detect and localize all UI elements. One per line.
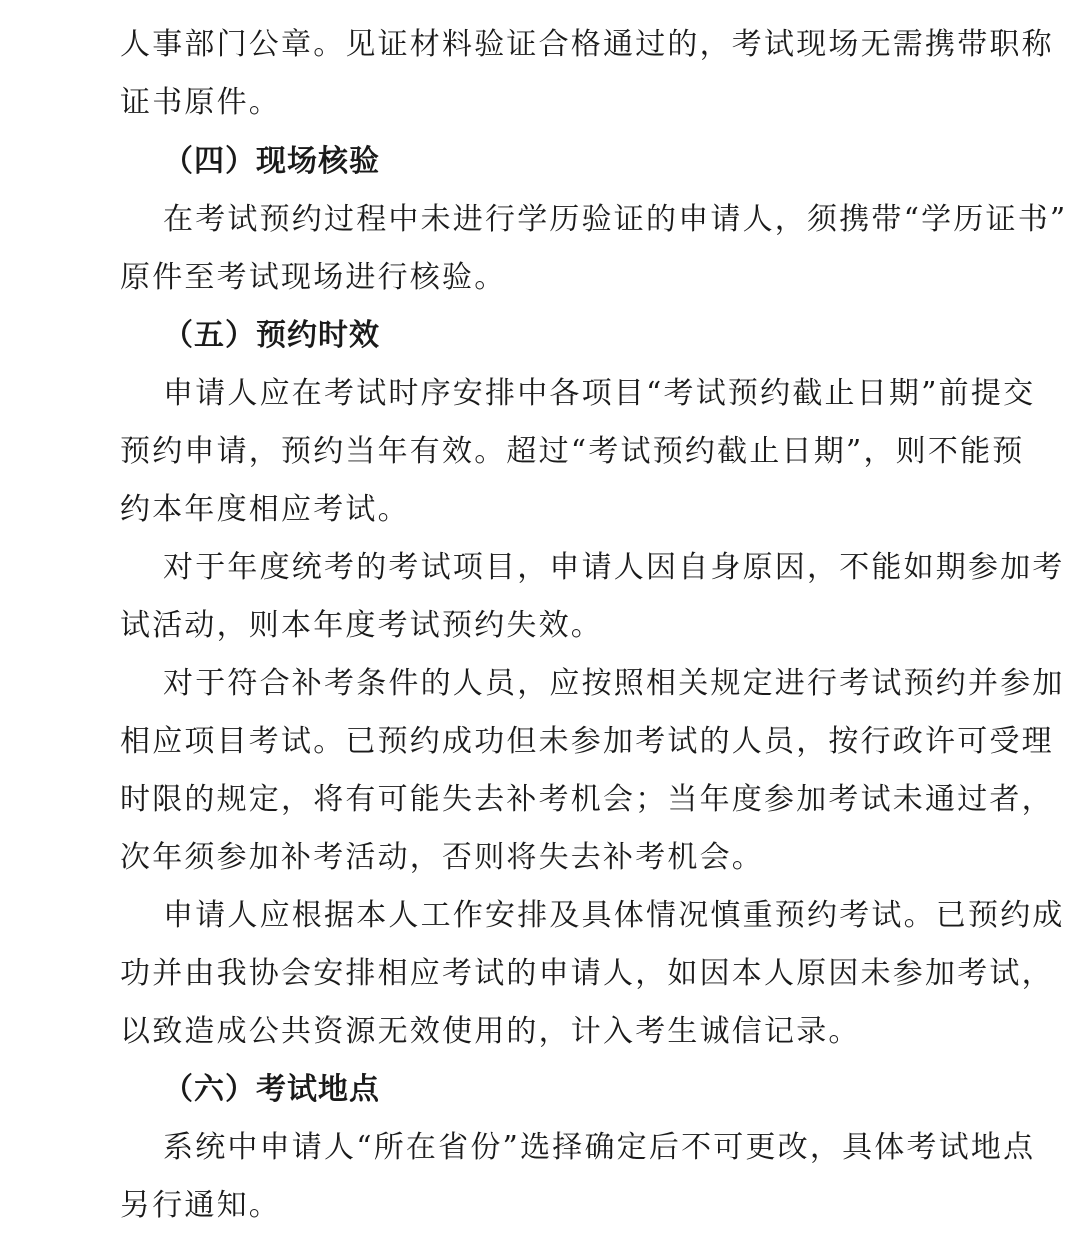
paragraph-line: 功并由我协会安排相应考试的申请人，如因本人原因未参加考试， — [120, 956, 1054, 991]
paragraph-line: 约本年度相应考试。 — [120, 492, 410, 527]
paragraph-line: 时限的规定，将有可能失去补考机会；当年度参加考试未通过者， — [120, 782, 1054, 817]
paragraph-line: 系统中申请人“所在省份”选择确定后不可更改，具体考试地点 — [163, 1130, 1036, 1165]
paragraph-line: 相应项目考试。已预约成功但未参加考试的人员，按行政许可受理 — [120, 724, 1054, 759]
section-heading-6: （六）考试地点 — [163, 1072, 380, 1107]
paragraph-line: 申请人应在考试时序安排中各项目“考试预约截止日期”前提交 — [163, 376, 1036, 411]
paragraph-line: 对于年度统考的考试项目，申请人因自身原因，不能如期参加考 — [163, 550, 1065, 585]
paragraph-line: 人事部门公章。见证材料验证合格通过的，考试现场无需携带职称 — [120, 27, 1054, 62]
paragraph-line: 试活动，则本年度考试预约失效。 — [120, 608, 603, 643]
paragraph-line: 以致造成公共资源无效使用的，计入考生诚信记录。 — [120, 1014, 861, 1049]
paragraph-line: 原件至考试现场进行核验。 — [120, 260, 507, 295]
paragraph-line: 次年须参加补考活动，否则将失去补考机会。 — [120, 840, 764, 875]
section-heading-5: （五）预约时效 — [163, 318, 380, 353]
paragraph-line: 在考试预约过程中未进行学历验证的申请人，须携带“学历证书” — [163, 202, 1068, 237]
paragraph-line: 另行通知。 — [120, 1188, 281, 1223]
paragraph-line: 申请人应根据本人工作安排及具体情况慎重预约考试。已预约成 — [163, 898, 1065, 933]
paragraph-line: 预约申请，预约当年有效。超过“考试预约截止日期”，则不能预 — [120, 434, 1025, 469]
paragraph-line: 对于符合补考条件的人员，应按照相关规定进行考试预约并参加 — [163, 666, 1065, 701]
section-heading-4: （四）现场核验 — [163, 144, 380, 179]
paragraph-line: 证书原件。 — [120, 85, 281, 120]
